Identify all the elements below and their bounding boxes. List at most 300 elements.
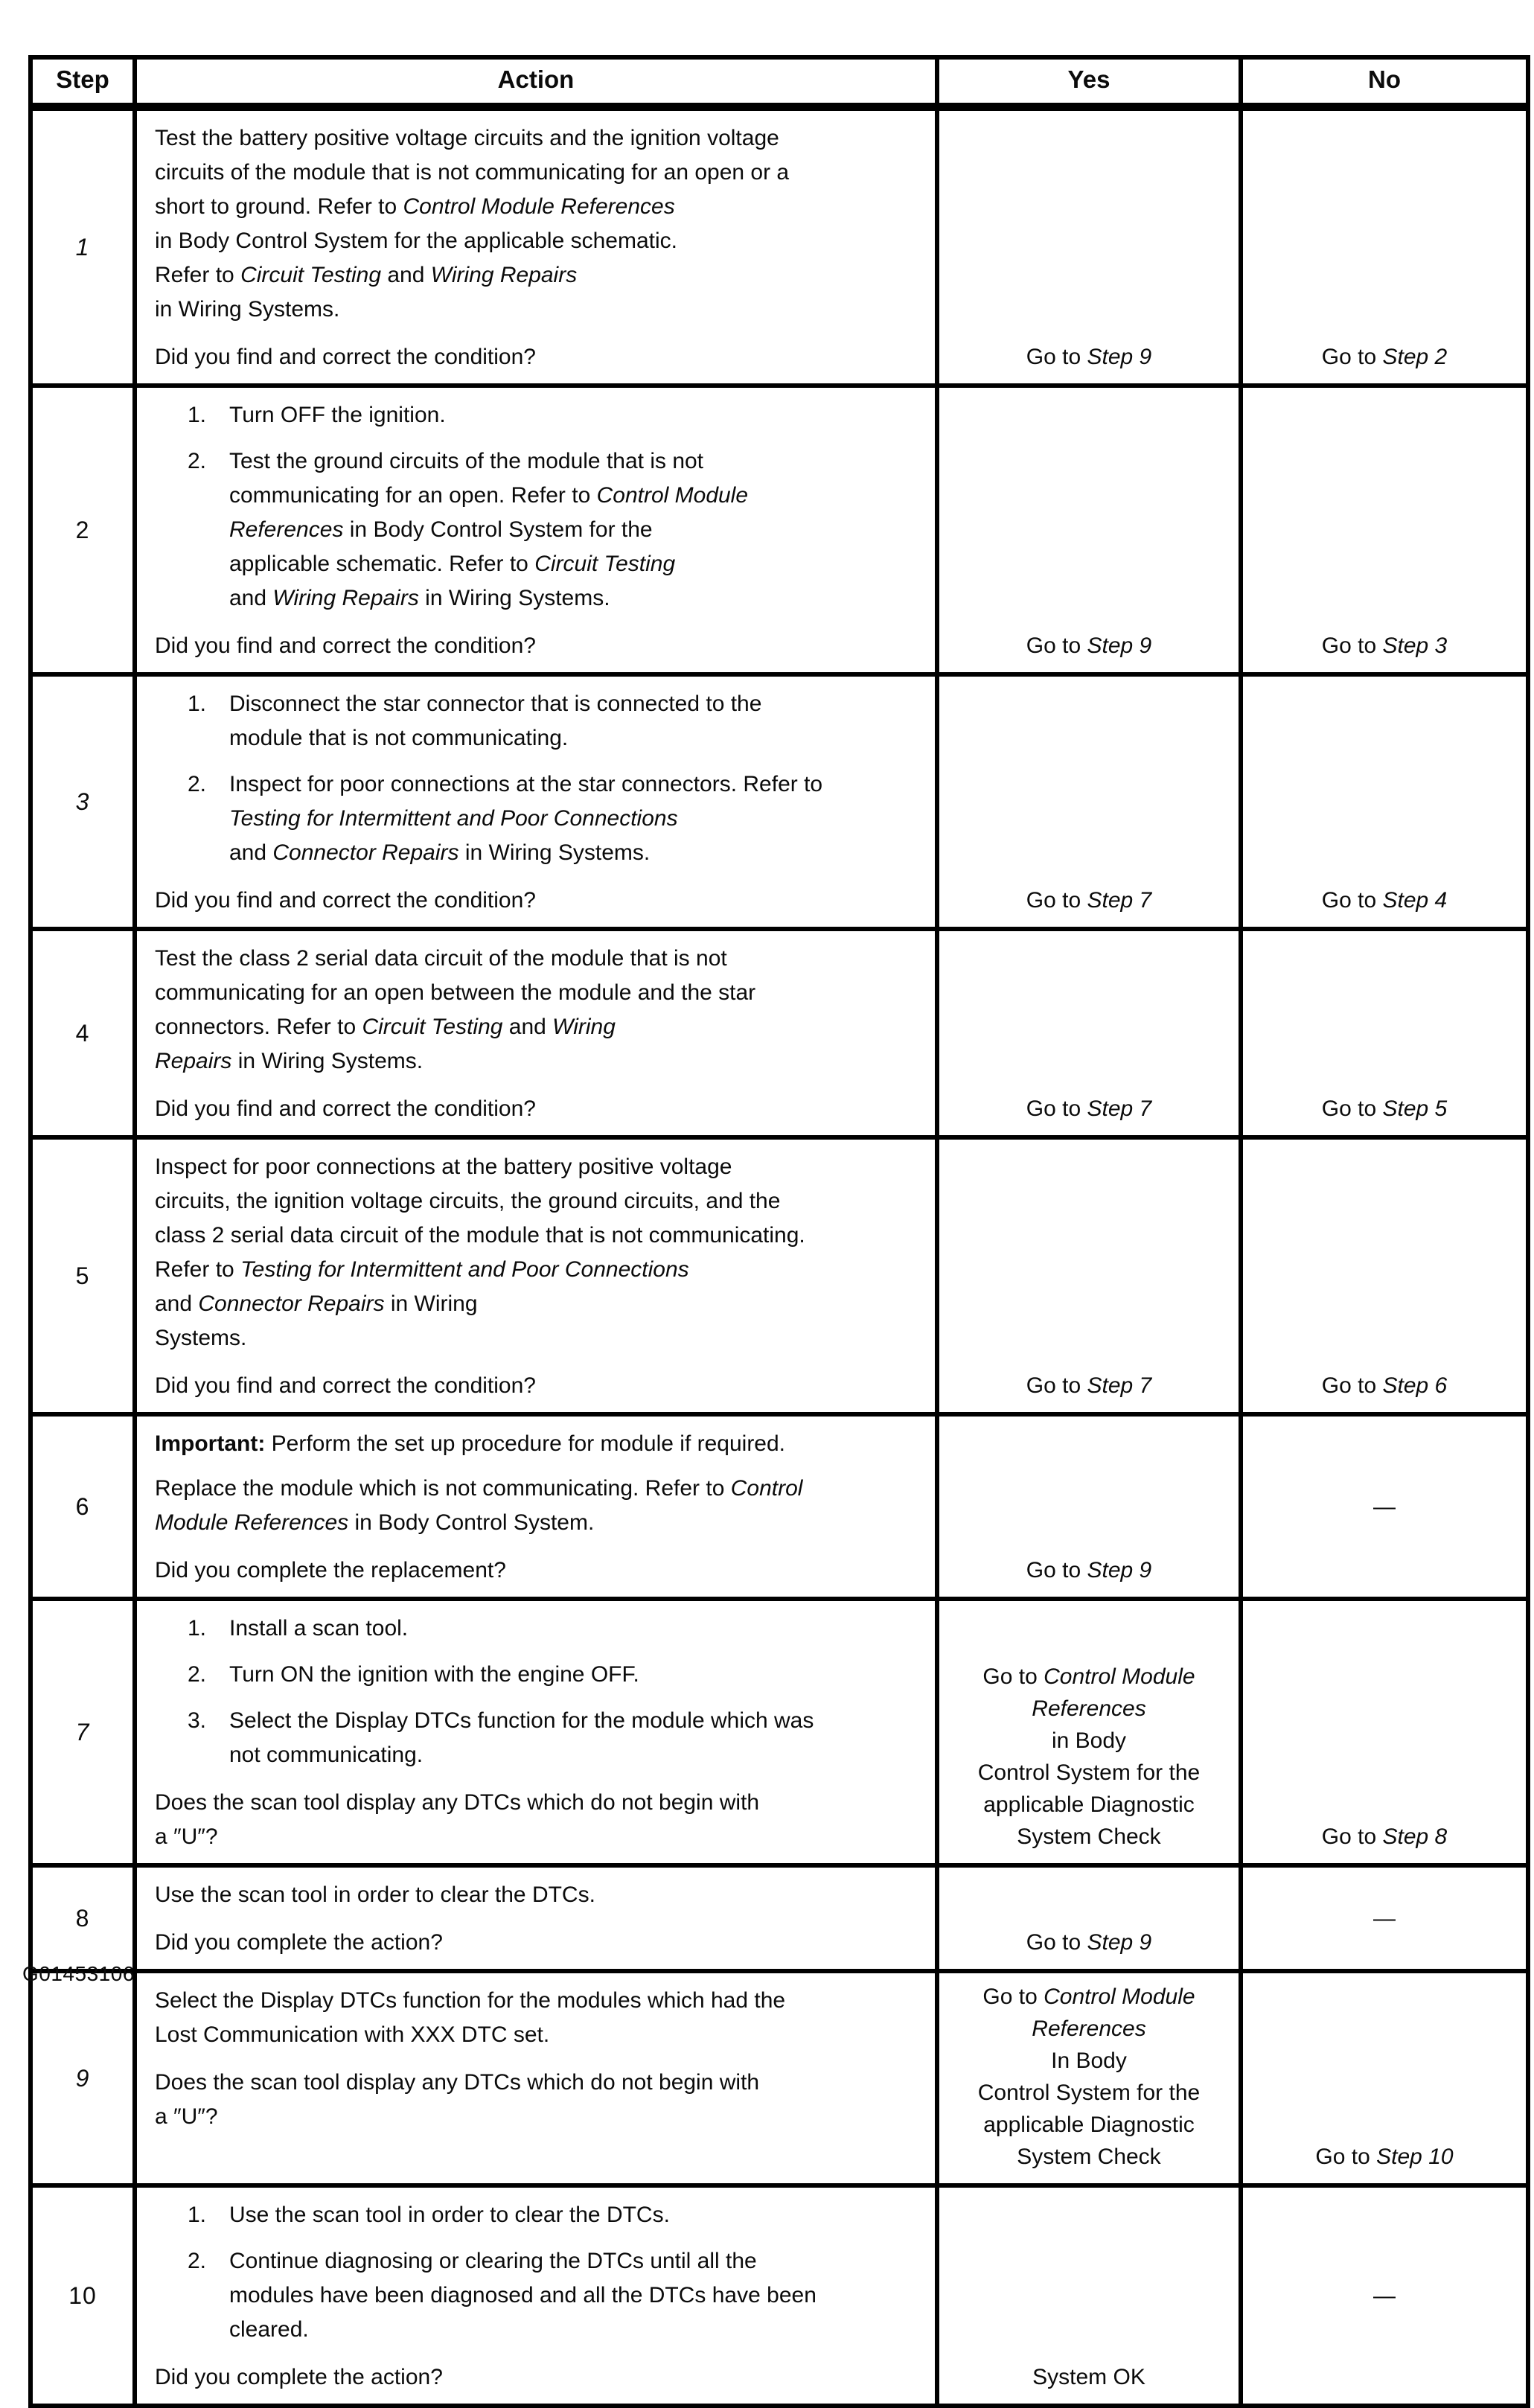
text-line: [947, 2361, 1231, 2393]
list-item: [188, 1658, 923, 1692]
text-segment: in Wiring Systems.: [155, 297, 340, 322]
step-number: 8: [75, 1904, 90, 1932]
text-line: [947, 2141, 1231, 2173]
empty-dash: [1250, 1491, 1518, 1523]
text-line: [155, 2360, 923, 2395]
text-line: [155, 2018, 923, 2052]
text-segment: Control Module: [1044, 1984, 1195, 2009]
action-cell: [135, 929, 937, 1137]
action-cell: [135, 1137, 937, 1414]
action-cell: [135, 1971, 937, 2185]
step-number-cell: [31, 1599, 135, 1865]
text-segment: Step 4: [1382, 888, 1448, 913]
text-line: [1250, 630, 1518, 662]
text-segment: Go to: [1026, 888, 1087, 913]
text-line: [229, 1704, 923, 1738]
action-paragraph: [155, 1878, 923, 1912]
text-segment: connectors. Refer to: [155, 1015, 362, 1039]
text-line: [155, 884, 923, 918]
yes-cell: [937, 107, 1241, 386]
text-segment: Control System for the: [977, 2080, 1201, 2105]
list-item-number: 2.: [188, 2249, 207, 2273]
text-segment: Step 7: [1087, 1373, 1152, 1398]
text-segment: Use the scan tool in order to clear the DTCs.: [155, 1882, 595, 1907]
text-segment: in Body Control System.: [348, 1510, 595, 1535]
text-segment: in Wiring Systems.: [231, 1049, 424, 1073]
text-segment: —: [1373, 1906, 1396, 1931]
text-segment: Did you complete the action?: [155, 1930, 443, 1955]
text-segment: Step 7: [1087, 888, 1152, 913]
text-line: [229, 2313, 923, 2347]
empty-dash: [1250, 1903, 1518, 1935]
step-number-cell: [31, 1137, 135, 1414]
table-row: [31, 929, 1528, 1137]
text-segment: Refer to: [155, 263, 241, 287]
list-item: [188, 2244, 923, 2347]
answer-text: [1250, 341, 1518, 373]
text-line: [155, 1553, 923, 1588]
text-line: [155, 2100, 923, 2134]
text-segment: Turn ON the ignition with the engine OFF.: [229, 1662, 639, 1687]
text-segment: Step 3: [1382, 633, 1448, 658]
list-item: [188, 398, 923, 432]
text-segment: Did you find and correct the condition?: [155, 633, 536, 658]
text-segment: References: [1032, 2016, 1146, 2041]
question-text: [155, 2066, 923, 2134]
text-line: [229, 2244, 923, 2278]
step-number-cell: [31, 107, 135, 386]
list-item-text: [229, 398, 923, 432]
action-cell: [135, 2185, 937, 2406]
text-segment: Systems.: [155, 1326, 247, 1350]
text-segment: in Body Control System for the: [343, 517, 653, 542]
text-segment: modules have been diagnosed and all the DTCs have been: [229, 2283, 816, 2308]
question-text: [155, 1926, 923, 1960]
yes-cell: [937, 2185, 1241, 2406]
text-line: [947, 1693, 1231, 1725]
text-line: [229, 721, 923, 756]
text-line: [155, 293, 923, 327]
question-text: [155, 884, 923, 918]
text-segment: and: [229, 586, 273, 610]
text-segment: Step 9: [1087, 1558, 1152, 1583]
step-number: 10: [68, 2281, 97, 2309]
action-cell: [135, 1599, 937, 1865]
text-segment: Step 6: [1382, 1373, 1448, 1398]
text-segment: Step 2: [1382, 345, 1448, 369]
text-segment: in Body Control System for the applicable schematic.: [155, 229, 677, 253]
answer-text: [947, 1554, 1231, 1586]
action-paragraph: [155, 1427, 923, 1461]
text-line: [155, 1427, 923, 1461]
question-text: [155, 1092, 923, 1126]
text-segment: Control Module: [596, 483, 749, 508]
list-item-number: 1.: [188, 692, 207, 716]
table-row: [31, 1414, 1528, 1599]
answer-text: [947, 1370, 1231, 1402]
text-segment: Go to: [1026, 1096, 1087, 1121]
question-text: [155, 629, 923, 663]
text-line: [229, 687, 923, 721]
step-number: 7: [75, 1718, 90, 1746]
text-segment: cleared.: [229, 2317, 309, 2342]
text-line: [947, 1926, 1231, 1958]
step-number: 2: [75, 516, 90, 543]
text-segment: and: [381, 263, 431, 287]
text-line: [947, 2045, 1231, 2077]
text-line: [1250, 1903, 1518, 1935]
list-item-text: [229, 687, 923, 756]
text-line: [947, 884, 1231, 916]
text-line: [155, 1044, 923, 1079]
text-segment: Circuit Testing: [362, 1015, 503, 1039]
text-segment: Test the battery positive voltage circuits and the ignition voltage: [155, 126, 779, 150]
text-segment: Did you find and correct the condition?: [155, 1373, 536, 1398]
text-segment: Circuit Testing: [240, 263, 382, 287]
text-segment: Inspect for poor connections at the battery positive voltage: [155, 1155, 732, 1179]
action-cell: [135, 107, 937, 386]
text-segment: Go to: [1321, 633, 1383, 658]
text-segment: Step 9: [1087, 345, 1152, 369]
action-cell: [135, 674, 937, 929]
text-segment: Wiring Repairs: [272, 586, 419, 610]
answer-text: [1250, 630, 1518, 662]
list-item-text: [229, 2198, 923, 2232]
text-segment: in Wiring Systems.: [458, 840, 651, 865]
col-header-step: Step: [31, 57, 135, 107]
text-segment: Wiring: [552, 1015, 616, 1039]
text-line: [155, 942, 923, 976]
yes-cell: [937, 386, 1241, 674]
text-line: [229, 836, 923, 870]
answer-text: [1250, 1093, 1518, 1125]
text-line: [1250, 341, 1518, 373]
answer-text: [947, 1093, 1231, 1125]
answer-text: [947, 341, 1231, 373]
text-line: [155, 1926, 923, 1960]
list-item-number: 1.: [188, 1616, 207, 1641]
text-line: [155, 190, 923, 224]
step-number-cell: [31, 929, 135, 1137]
list-item-text: [229, 767, 923, 870]
text-line: [1250, 1491, 1518, 1523]
text-line: [947, 1370, 1231, 1402]
text-segment: Disconnect the star connector that is connected to the: [229, 692, 762, 716]
text-segment: Turn OFF the ignition.: [229, 403, 446, 427]
no-cell: [1241, 1414, 1528, 1599]
action-paragraph: [155, 1472, 923, 1540]
text-segment: Inspect for poor connections at the star connectors. Refer to: [229, 772, 823, 796]
figure-id-label: G01453106: [22, 1962, 135, 1985]
list-item-text: [229, 1704, 923, 1772]
text-segment: Step 8: [1382, 1824, 1448, 1849]
text-line: [155, 1506, 923, 1540]
text-line: [155, 1287, 923, 1321]
text-segment: in Wiring Systems.: [418, 586, 610, 610]
text-segment: System Check: [1017, 2144, 1161, 2169]
text-line: [155, 224, 923, 258]
text-segment: Did you complete the action?: [155, 2365, 443, 2389]
list-item: [188, 767, 923, 870]
text-segment: Did you find and correct the condition?: [155, 345, 536, 369]
text-line: [1250, 2141, 1518, 2173]
table-body: [31, 107, 1528, 2407]
table-row: [31, 107, 1528, 386]
text-segment: a ″U″?: [155, 1824, 218, 1849]
action-cell: [135, 1865, 937, 1971]
text-line: [155, 976, 923, 1010]
text-line: [229, 479, 923, 513]
list-item-number: 2.: [188, 772, 207, 796]
text-line: [155, 1878, 923, 1912]
step-number: 5: [75, 1262, 90, 1289]
text-segment: Test the class 2 serial data circuit of the module that is not: [155, 946, 727, 971]
text-line: [947, 2013, 1231, 2045]
action-paragraph: [155, 1150, 923, 1355]
list-item-text: [229, 444, 923, 616]
yes-cell: [937, 1599, 1241, 1865]
list-item-number: 2.: [188, 1662, 207, 1687]
text-segment: In Body: [1051, 2048, 1127, 2073]
answer-text: [947, 884, 1231, 916]
action-cell: [135, 1414, 937, 1599]
yes-cell: [937, 1971, 1241, 2185]
text-segment: Testing for Intermittent and Poor Connections: [229, 806, 678, 831]
list-item-number: 1.: [188, 403, 207, 427]
text-segment: applicable Diagnostic: [983, 1792, 1195, 1817]
answer-text: [947, 1981, 1231, 2173]
text-segment: circuits, the ignition voltage circuits, the ground circuits, and the: [155, 1189, 781, 1213]
text-segment: Step 7: [1087, 1096, 1152, 1121]
text-segment: applicable Diagnostic: [983, 2112, 1195, 2137]
text-segment: Test the ground circuits of the module that is not: [229, 449, 704, 473]
text-line: [155, 1184, 923, 1219]
text-segment: Go to: [1026, 633, 1087, 658]
text-segment: Step 10: [1376, 2144, 1454, 2169]
no-cell: [1241, 107, 1528, 386]
text-segment: Go to: [1321, 1096, 1383, 1121]
text-segment: Step 9: [1087, 1930, 1152, 1955]
answer-text: [1250, 1821, 1518, 1853]
step-number: 9: [75, 2064, 90, 2092]
text-segment: Did you complete the replacement?: [155, 1558, 506, 1583]
text-line: [1250, 1093, 1518, 1125]
text-line: [155, 1253, 923, 1287]
text-line: [155, 629, 923, 663]
text-segment: Go to: [1321, 345, 1383, 369]
no-cell: [1241, 2185, 1528, 2406]
text-line: [229, 513, 923, 547]
answer-text: [947, 1661, 1231, 1853]
answer-text: [1250, 1370, 1518, 1402]
yes-cell: [937, 1414, 1241, 1599]
text-line: [229, 802, 923, 836]
text-line: [229, 1658, 923, 1692]
table-row: [31, 674, 1528, 929]
list-item-number: 1.: [188, 2203, 207, 2227]
no-cell: [1241, 386, 1528, 674]
text-segment: class 2 serial data circuit of the module that is not communicating.: [155, 1223, 805, 1248]
list-item-number: 2.: [188, 449, 207, 473]
text-line: [229, 444, 923, 479]
step-number: 6: [75, 1492, 90, 1520]
text-line: [947, 2109, 1231, 2141]
list-item-text: [229, 2244, 923, 2347]
text-segment: and: [155, 1291, 199, 1316]
yes-cell: [937, 1137, 1241, 1414]
answer-text: [1250, 2141, 1518, 2173]
text-segment: Testing for Intermittent and Poor Connections: [240, 1257, 689, 1282]
text-line: [947, 1789, 1231, 1821]
col-header-no: No: [1241, 57, 1528, 107]
list-item: [188, 1704, 923, 1772]
text-line: [947, 630, 1231, 662]
text-segment: Go to: [1321, 1824, 1383, 1849]
text-segment: References: [1032, 1696, 1146, 1721]
text-segment: Did you find and correct the condition?: [155, 888, 536, 913]
yes-cell: [937, 1865, 1241, 1971]
text-line: [155, 1150, 923, 1184]
text-segment: Go to: [982, 1984, 1044, 2009]
yes-cell: [937, 929, 1241, 1137]
text-line: [155, 258, 923, 293]
text-segment: Important:: [155, 1431, 266, 1456]
table-row: [31, 1971, 1528, 2185]
text-segment: Did you find and correct the condition?: [155, 1096, 536, 1121]
text-segment: Go to: [1321, 888, 1383, 913]
list-item: [188, 1612, 923, 1646]
text-segment: Circuit Testing: [534, 552, 676, 576]
text-segment: Connector Repairs: [198, 1291, 385, 1316]
text-line: [229, 1738, 923, 1772]
step-number-cell: [31, 1865, 135, 1971]
text-segment: not communicating.: [229, 1743, 424, 1767]
answer-text: [947, 2361, 1231, 2393]
text-segment: Lost Communication with XXX DTC set.: [155, 2022, 550, 2047]
text-line: [155, 156, 923, 190]
text-segment: communicating for an open between the module and the star: [155, 980, 756, 1005]
answer-text: [1250, 884, 1518, 916]
text-line: [1250, 2280, 1518, 2312]
step-number-cell: [31, 1414, 135, 1599]
col-header-action: Action: [135, 57, 937, 107]
text-line: [229, 767, 923, 802]
no-cell: [1241, 1971, 1528, 2185]
text-line: [229, 1612, 923, 1646]
text-segment: a ″U″?: [155, 2104, 218, 2129]
no-cell: [1241, 1137, 1528, 1414]
text-line: [155, 1786, 923, 1820]
action-cell: [135, 386, 937, 674]
question-text: [155, 340, 923, 374]
text-segment: Perform the set up procedure for module if required.: [265, 1431, 786, 1456]
text-segment: Control Module: [1044, 1664, 1195, 1689]
list-item-number: 3.: [188, 1708, 207, 1733]
text-line: [155, 1092, 923, 1126]
text-line: [947, 1725, 1231, 1757]
text-segment: Go to: [1026, 1373, 1087, 1398]
no-cell: [1241, 1865, 1528, 1971]
question-text: [155, 1369, 923, 1403]
text-segment: and: [229, 840, 273, 865]
text-segment: Step 5: [1382, 1096, 1448, 1121]
answer-text: [947, 1926, 1231, 1958]
col-header-yes: Yes: [937, 57, 1241, 107]
step-number-cell: [31, 2185, 135, 2406]
text-segment: Replace the module which is not communicating. Refer to: [155, 1476, 731, 1501]
text-segment: Go to: [1321, 1373, 1383, 1398]
text-segment: and: [502, 1015, 553, 1039]
text-segment: Wiring Repairs: [430, 263, 578, 287]
step-number: 1: [75, 233, 90, 261]
text-segment: Repairs: [155, 1049, 232, 1073]
text-line: [229, 547, 923, 581]
text-segment: Continue diagnosing or clearing the DTCs until all the: [229, 2249, 757, 2273]
text-line: [155, 1010, 923, 1044]
text-line: [229, 2198, 923, 2232]
text-line: [229, 2278, 923, 2313]
text-line: [155, 1321, 923, 1355]
text-segment: Go to: [1026, 1558, 1087, 1583]
table-row: [31, 386, 1528, 674]
text-segment: in Body: [1051, 1728, 1127, 1753]
answer-text: [947, 630, 1231, 662]
text-line: [229, 398, 923, 432]
step-number: 4: [75, 1019, 90, 1047]
text-segment: —: [1373, 2283, 1396, 2308]
text-segment: Go to: [982, 1664, 1044, 1689]
text-line: [155, 1219, 923, 1253]
text-segment: applicable schematic. Refer to: [229, 552, 535, 576]
text-line: [947, 1093, 1231, 1125]
text-segment: Go to: [1315, 2144, 1377, 2169]
step-number-cell: [31, 1971, 135, 2185]
text-line: [1250, 1821, 1518, 1853]
list-item-text: [229, 1658, 923, 1692]
text-segment: Control System for the: [977, 1760, 1201, 1785]
question-text: [155, 1553, 923, 1588]
yes-cell: [937, 674, 1241, 929]
text-segment: Step 9: [1087, 633, 1152, 658]
list-item: [188, 687, 923, 756]
text-segment: in Wiring: [384, 1291, 478, 1316]
text-line: [229, 581, 923, 616]
text-line: [947, 341, 1231, 373]
text-segment: System Check: [1017, 1824, 1161, 1849]
text-segment: Control Module References: [403, 194, 675, 219]
text-segment: Does the scan tool display any DTCs which do not begin with: [155, 2070, 760, 2095]
step-number: 3: [75, 788, 90, 815]
text-segment: Select the Display DTCs function for the modules which had the: [155, 1988, 786, 2013]
text-line: [947, 1981, 1231, 2013]
step-number-cell: [31, 386, 135, 674]
no-cell: [1241, 929, 1528, 1137]
text-segment: Module References: [155, 1510, 349, 1535]
table-row: [31, 2185, 1528, 2406]
text-line: [947, 2077, 1231, 2109]
no-cell: [1241, 674, 1528, 929]
text-segment: Does the scan tool display any DTCs which do not begin with: [155, 1790, 760, 1815]
list-item-text: [229, 1612, 923, 1646]
action-paragraph: [155, 942, 923, 1079]
text-line: [947, 1661, 1231, 1693]
text-segment: System OK: [1032, 2365, 1145, 2389]
text-line: [1250, 1370, 1518, 1402]
text-segment: module that is not communicating.: [229, 726, 569, 750]
table-row: [31, 1137, 1528, 1414]
text-line: [947, 1757, 1231, 1789]
text-segment: Install a scan tool.: [229, 1616, 409, 1641]
